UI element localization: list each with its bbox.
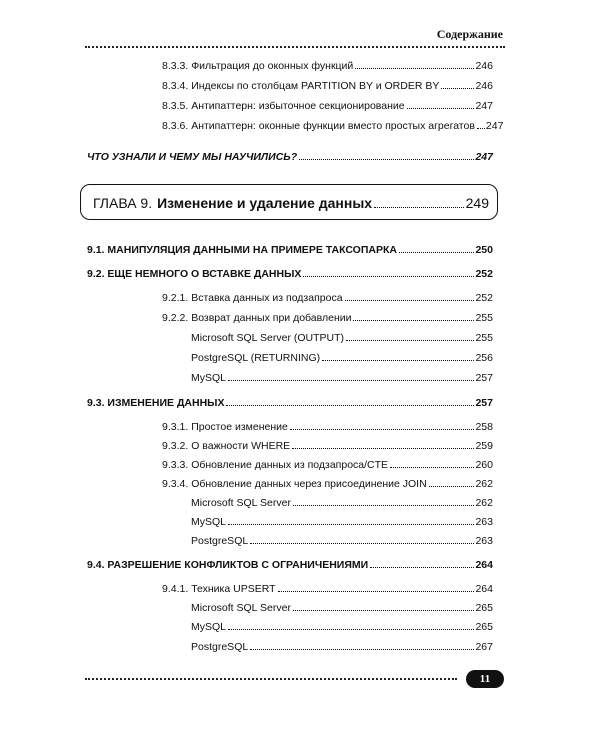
toc-section-entry[interactable] [87,396,493,410]
toc-entry-label: Microsoft SQL Server (OUTPUT) [191,332,345,344]
dot-leader [370,567,474,568]
toc-entry-page: 252 [475,268,493,280]
dot-leader [226,405,474,406]
dot-leader [293,610,474,611]
toc-entry-page: 257 [475,397,493,409]
dot-leader [399,252,475,253]
toc-entry-label: 9.4.1. Техника UPSERT [162,583,276,595]
toc-entry-label: 9.3.3. Обновление данных из подзапроса/CTE [162,459,389,471]
dot-leader [250,649,474,650]
toc-entry[interactable] [162,79,493,93]
toc-entry-label: MySQL [191,516,227,528]
toc-entry-label: 9.2. ЕЩЕ НЕМНОГО О ВСТАВКЕ ДАННЫХ [87,268,302,280]
toc-entry[interactable] [162,311,493,325]
toc-entry-page: 255 [475,312,493,324]
toc-entry-label: 8.3.3. Фильтрация до оконных функций [162,60,354,72]
dot-leader [278,591,475,592]
toc-entry[interactable] [162,291,493,305]
chapter-number: ГЛАВА 9. [93,195,153,211]
toc-entry-page: 246 [475,60,493,72]
dot-leader [477,128,485,129]
toc-entry-label: PostgreSQL [191,641,249,653]
dot-leader [299,159,474,160]
toc-entry[interactable] [162,439,493,453]
toc-entry-label: 9.3.4. Обновление данных через присоединение JOIN [162,478,427,490]
toc-section-entry[interactable] [87,267,493,281]
toc-entry-label: 9.3.2. О важности WHERE [162,440,291,452]
dot-leader [374,207,464,208]
footer-dotted-rule [85,678,457,680]
toc-entry[interactable] [162,458,493,472]
toc-entry-label: 8.3.5. Антипаттерн: избыточное секционирование [162,100,405,112]
dot-leader [228,380,474,381]
toc-entry-page: 265 [475,602,493,614]
toc-entry-label: Microsoft SQL Server [191,497,291,509]
toc-entry-label: 9.2.1. Вставка данных из подзапроса [162,292,343,304]
toc-entry-label: PostgreSQL (RETURNING) [191,352,321,364]
toc-entry-page: 247 [475,151,493,163]
toc-entry-label: 8.3.6. Антипаттерн: оконные функции вместо простых агрегатов [162,120,475,132]
toc-entry-page: 265 [475,621,493,633]
toc-entry[interactable] [191,351,493,365]
page-number-badge: 11 [466,670,504,688]
toc-entry[interactable] [191,640,493,654]
running-header: Содержание [436,27,503,41]
toc-entry-label: Microsoft SQL Server [191,602,291,614]
toc-entry-page: 258 [475,421,493,433]
toc-entry-page: 257 [475,372,493,384]
toc-entry-page: 264 [475,559,493,571]
dot-leader [407,108,475,109]
toc-entry-label: 9.2.2. Возврат данных при добавлении [162,312,352,324]
chapter-heading-box[interactable] [80,184,498,220]
toc-entry-label: 9.1. МАНИПУЛЯЦИЯ ДАННЫМИ НА ПРИМЕРЕ ТАКСОПАРКА [87,244,397,256]
toc-entry-page: 267 [475,641,493,653]
chapter-page: 249 [465,195,489,211]
toc-entry[interactable] [162,59,493,73]
dot-leader [293,505,474,506]
chapter-title: Изменение и удаление данных [157,195,373,211]
toc-entry-label: 9.4. РАЗРЕШЕНИЕ КОНФЛИКТОВ С ОГРАНИЧЕНИЯМИ [87,559,369,571]
toc-entry[interactable] [162,119,504,133]
dot-leader [429,486,475,487]
toc-entry-label: PostgreSQL [191,535,249,547]
toc-entry-page: 250 [475,244,493,256]
toc-entry-page: 247 [475,100,493,112]
toc-section-entry[interactable] [87,558,493,572]
dot-leader [346,340,474,341]
toc-entry[interactable] [162,582,493,596]
toc-entry-page: 255 [475,332,493,344]
toc-entry-page: 247 [485,120,504,132]
toc-section-entry[interactable] [87,243,493,257]
toc-entry[interactable] [191,496,493,510]
dot-leader [390,467,474,468]
toc-entry[interactable] [191,331,493,345]
dot-leader [355,68,474,69]
toc-entry-page: 260 [475,459,493,471]
dot-leader [228,524,474,525]
toc-entry[interactable] [162,420,493,434]
toc-entry[interactable] [191,620,493,634]
toc-entry-label: MySQL [191,372,227,384]
toc-entry-page: 264 [475,583,493,595]
dot-leader [290,429,475,430]
toc-entry-page: 263 [475,516,493,528]
toc-entry[interactable] [162,477,493,491]
toc-entry-label: MySQL [191,621,227,633]
dot-leader [441,88,474,89]
toc-entry-page: 246 [475,80,493,92]
dot-leader [250,543,474,544]
toc-entry-label: 9.3. ИЗМЕНЕНИЕ ДАННЫХ [87,397,225,409]
dot-leader [353,320,474,321]
toc-entry-page: 252 [475,292,493,304]
toc-entry[interactable] [191,515,493,529]
toc-summary-entry[interactable] [87,150,493,164]
toc-entry-label: 8.3.4. Индексы по столбцам PARTITION BY и ORDER BY [162,80,440,92]
toc-entry[interactable] [191,601,493,615]
toc-entry[interactable] [191,534,493,548]
toc-entry-label: ЧТО УЗНАЛИ И ЧЕМУ МЫ НАУЧИЛИСЬ? [87,151,298,163]
toc-entry-page: 263 [475,535,493,547]
toc-entry-page: 262 [475,478,493,490]
toc-entry-label: 9.3.1. Простое изменение [162,421,288,433]
toc-entry[interactable] [162,99,493,113]
toc-entry-page: 256 [475,352,493,364]
toc-entry[interactable] [191,371,493,385]
dot-leader [292,448,474,449]
header-dotted-rule [85,46,505,48]
dot-leader [345,300,475,301]
dot-leader [228,629,474,630]
toc-entry-page: 262 [475,497,493,509]
toc-entry-page: 259 [475,440,493,452]
dot-leader [303,276,474,277]
dot-leader [322,360,474,361]
